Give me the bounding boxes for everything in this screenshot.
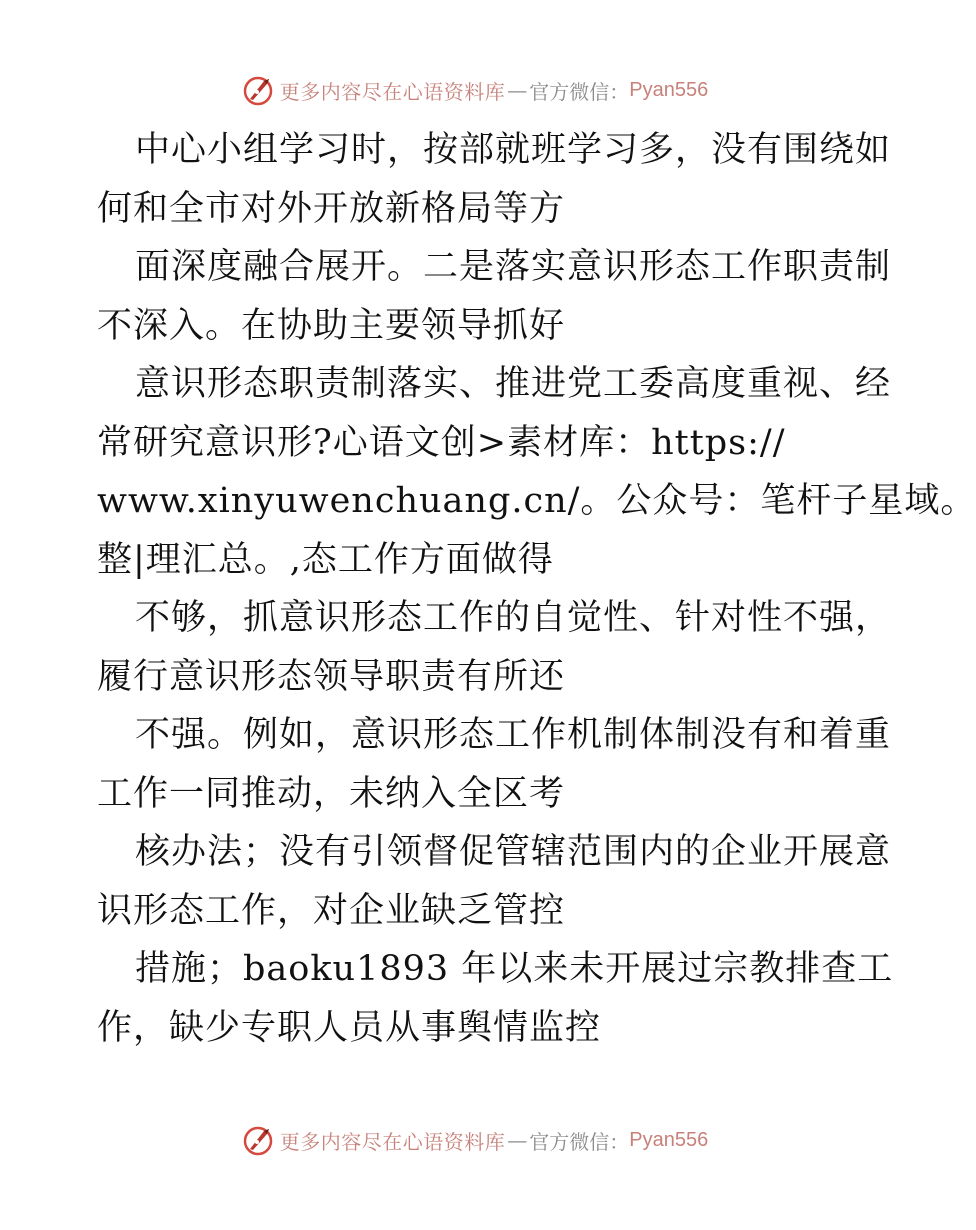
wechat-label: 官方微信： <box>529 1129 630 1154</box>
body-line: 整|理汇总。,态工作方面做得 <box>97 539 554 580</box>
body-line: 不深入。在协助主要领导抓好 <box>97 305 566 346</box>
body-line: 履行意识形态领导职责有所还 <box>97 656 566 697</box>
wechat-id: Pyan556 <box>629 78 709 101</box>
body-line: 不强。例如，意识形态工作机制体制没有和着重 <box>135 715 892 755</box>
quill-pen-logo-icon <box>242 73 276 107</box>
body-line: 不够，抓意识形态工作的自觉性、针对性不强， <box>135 598 892 638</box>
body-line: 识形态工作，对企业缺乏管控 <box>97 890 566 931</box>
brand-text: 更多内容尽在心语资料库 <box>279 79 506 104</box>
body-line: www.xinyuwenchuang.cn/。公众号：笔杆子星域。 <box>97 481 976 521</box>
body-line: 作，缺少专职人员从事舆情监控 <box>97 1007 602 1048</box>
separator-dash: — <box>507 1128 528 1152</box>
separator-dash: — <box>507 78 528 102</box>
body-line: 中心小组学习时，按部就班学习多，没有围绕如 <box>135 130 892 170</box>
header-banner <box>0 70 950 110</box>
document-body <box>97 121 976 1057</box>
body-line: 常研究意识形?心语文创>素材库：https:// <box>97 422 786 463</box>
quill-pen-logo-icon <box>242 1123 276 1157</box>
footer-banner <box>0 1120 950 1160</box>
body-line: 措施；baoku1893 年以来未开展过宗教排查工 <box>135 949 894 989</box>
body-line: 面深度融合展开。二是落实意识形态工作职责制 <box>135 247 892 287</box>
wechat-label: 官方微信： <box>529 79 630 104</box>
wechat-id: Pyan556 <box>629 1128 709 1151</box>
body-line: 意识形态职责制落实、推进党工委高度重视、经 <box>135 364 892 404</box>
body-line: 工作一同推动，未纳入全区考 <box>97 773 566 814</box>
brand-text: 更多内容尽在心语资料库 <box>279 1129 506 1154</box>
body-line: 核办法；没有引领督促管辖范围内的企业开展意 <box>135 832 892 872</box>
body-line: 何和全市对外开放新格局等方 <box>97 188 566 229</box>
